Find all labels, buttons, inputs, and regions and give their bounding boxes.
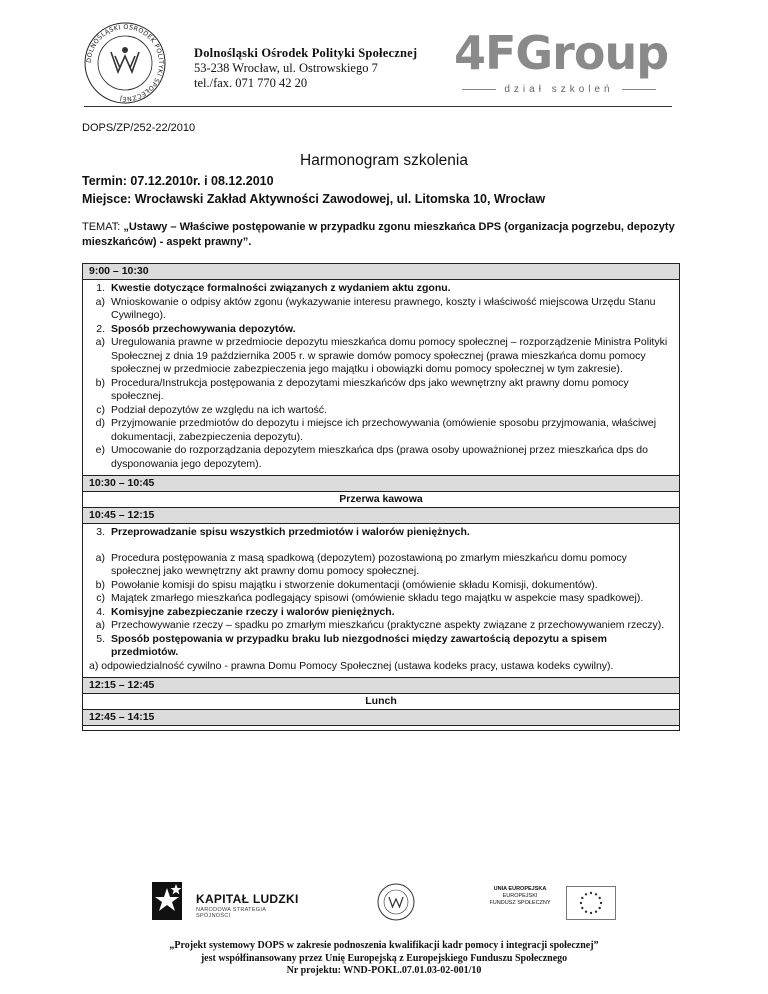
training-topic — [82, 220, 678, 250]
time-slot-4: 12:15 – 12:45 — [83, 678, 679, 694]
time-slot-1: 9:00 – 10:30 — [83, 264, 679, 280]
list-item: b) Procedura/Instrukcja postępowania z depozytami mieszkańców dps jako wewnętrzny akt prawny domu pomocy społecznej. — [95, 376, 629, 402]
list-item: 1. Kwestie dotyczące formalności związanych z wydaniem aktu zgonu. — [96, 282, 451, 294]
list-item: 5. Sposób postępowania w przypadku braku lub niezgodności między zawartością depozytu a spisem przedmiotów. — [96, 632, 607, 658]
eu-flag-icon — [566, 886, 616, 920]
header-divider — [84, 106, 672, 107]
kapital-ludzki-logo — [150, 880, 300, 926]
4fgroup-logo-subtext: dział szkoleń — [454, 84, 664, 95]
time-slot-1-content — [83, 280, 679, 476]
topic-text: „Ustawy – Właściwe postępowanie w przypadku zgonu mieszkańca DPS (organizacja pogrzebu, depozyty mieszkańców) - aspekt prawny”. — [82, 221, 675, 248]
list-item: a) Wnioskowanie o odpisy aktów zgonu (wykazywanie interesu prawnego, koszty i właściwość miejscowa Urzędu Stanu Cywilnego). — [95, 295, 656, 321]
time-slot-2: 10:30 – 10:45 — [83, 476, 679, 492]
letterhead — [82, 18, 682, 103]
eu-text — [480, 886, 560, 907]
seal-text: DOLNOŚLĄSKI OŚRODEK POLITYKI SPOŁECZNEJ — [85, 23, 165, 103]
org-name: Dolnośląski Ośrodek Polityki Społecznej — [194, 46, 418, 60]
list-item: a) Uregulowania prawne w przedmiocie depozytu mieszkańca domu pomocy społecznej – rozporządzenie Ministra Polityki Społecznej z dnia 19 października 2005 r. w sprawie domów pomocy społecznej (prawa mieszkańca domu pomocy społecznej w przedmiocie zabezpieczenia jego majątku i obowiązki domu pomocy społecznej w tym zakresie). — [95, 336, 668, 375]
footer-logos — [150, 880, 620, 930]
list-item: a) Przechowywanie rzeczy – spadku po zmarłym mieszkańcu (praktyczne aspekty związane z przechowywaniem rzeczy). — [95, 619, 665, 631]
org-contact-block — [194, 46, 417, 91]
time-slot-5: 12:45 – 14:15 — [83, 710, 679, 726]
list-item: a) odpowiedzialność cywilno - prawna Domu Pomocy Społecznej (ustawa kodeks pracy, ustawa kodeks cywilny). — [89, 659, 614, 672]
training-location: Miejsce: Wrocławski Zakład Aktywności Zawodowej, ul. Litomska 10, Wrocław — [82, 192, 546, 206]
org-phone: tel./fax. 071 770 42 20 — [194, 76, 308, 90]
schedule-table — [82, 263, 680, 731]
org-address: 53-238 Wrocław, ul. Ostrowskiego 7 — [194, 61, 378, 75]
document-title: Harmonogram szkolenia — [300, 152, 468, 169]
list-item: c) Majątek zmarłego mieszkańca podlegający spisowi (omówienie składu tego majątku w aspekcie masy spadkowej). — [96, 592, 644, 604]
4fgroup-logo — [454, 28, 684, 98]
dops-seal-logo — [82, 20, 168, 106]
coffee-break-label: Przerwa kawowa — [83, 492, 679, 508]
footer-line-2: jest współfinansowany przez Unię Europejską z Europejskiego Funduszu Społecznego — [200, 952, 568, 964]
lunch-label: Lunch — [83, 694, 679, 710]
eu-title: UNIA EUROPEJSKA — [493, 886, 547, 892]
footer-project-info — [0, 940, 768, 978]
list-item: e) Umocowanie do rozporządzania depozytem mieszkańca dps (prawa osoby upoważnionej przez mieszkańca dps do dysponowania jego depozytem). — [95, 444, 648, 470]
kapital-ludzki-title: KAPITAŁ LUDZKI — [196, 892, 299, 906]
list-item: d) Przyjmowanie przedmiotów do depozytu i miejsce ich przechowywania (omówienie sposobu przyjmowania, właściwej dokumentacji, zabezpieczenia depozytu). — [95, 417, 657, 443]
eu-logo-block — [480, 884, 630, 924]
kapital-ludzki-subtitle: NARODOWA STRATEGIA SPÓJNOŚCI — [196, 907, 266, 919]
time-slot-3: 10:45 – 12:15 — [83, 508, 679, 524]
list-item: 4. Komisyjne zabezpieczanie rzeczy i walorów pieniężnych. — [96, 605, 395, 618]
eu-line3: FUNDUSZ SPOŁECZNY — [489, 900, 551, 906]
list-item: c) Podział depozytów ze względu na ich wartość. — [96, 403, 327, 416]
footer-line-3: Nr projektu: WND-POKL.07.01.03-02-001/10 — [286, 965, 482, 976]
time-slot-3-content — [83, 524, 679, 678]
footer-line-1: „Projekt systemowy DOPS w zakresie podnoszenia kwalifikacji kadr pomocy i integracji społecznej” — [169, 940, 599, 951]
dops-small-seal-logo — [376, 882, 416, 922]
list-item: b) Powołanie komisji do spisu majątku i stworzenie dokumentacji (omówienie składu Komisji, dokumentów). — [95, 578, 598, 591]
topic-label: TEMAT: — [82, 221, 124, 233]
list-item: a) Procedura postępowania z masą spadkową (depozytem) pozostawioną po zmarłym mieszkańcu domu pomocy społecznej jako wewnętrzny akt prawny domu pomocy społecznej. — [95, 551, 627, 577]
reference-number: DOPS/ZP/252-22/2010 — [82, 122, 196, 134]
training-date: Termin: 07.12.2010r. i 08.12.2010 — [82, 174, 274, 188]
4fgroup-logo-text: 4FGroup — [454, 26, 669, 80]
list-item: 2. Sposób przechowywania depozytów. — [96, 322, 296, 335]
eu-line2: EUROPEJSKI — [502, 893, 538, 899]
list-item: 3. Przeprowadzanie spisu wszystkich przedmiotów i walorów pieniężnych. — [96, 526, 470, 538]
time-slot-5-content — [83, 726, 679, 731]
kapital-ludzki-star-icon — [150, 880, 190, 926]
